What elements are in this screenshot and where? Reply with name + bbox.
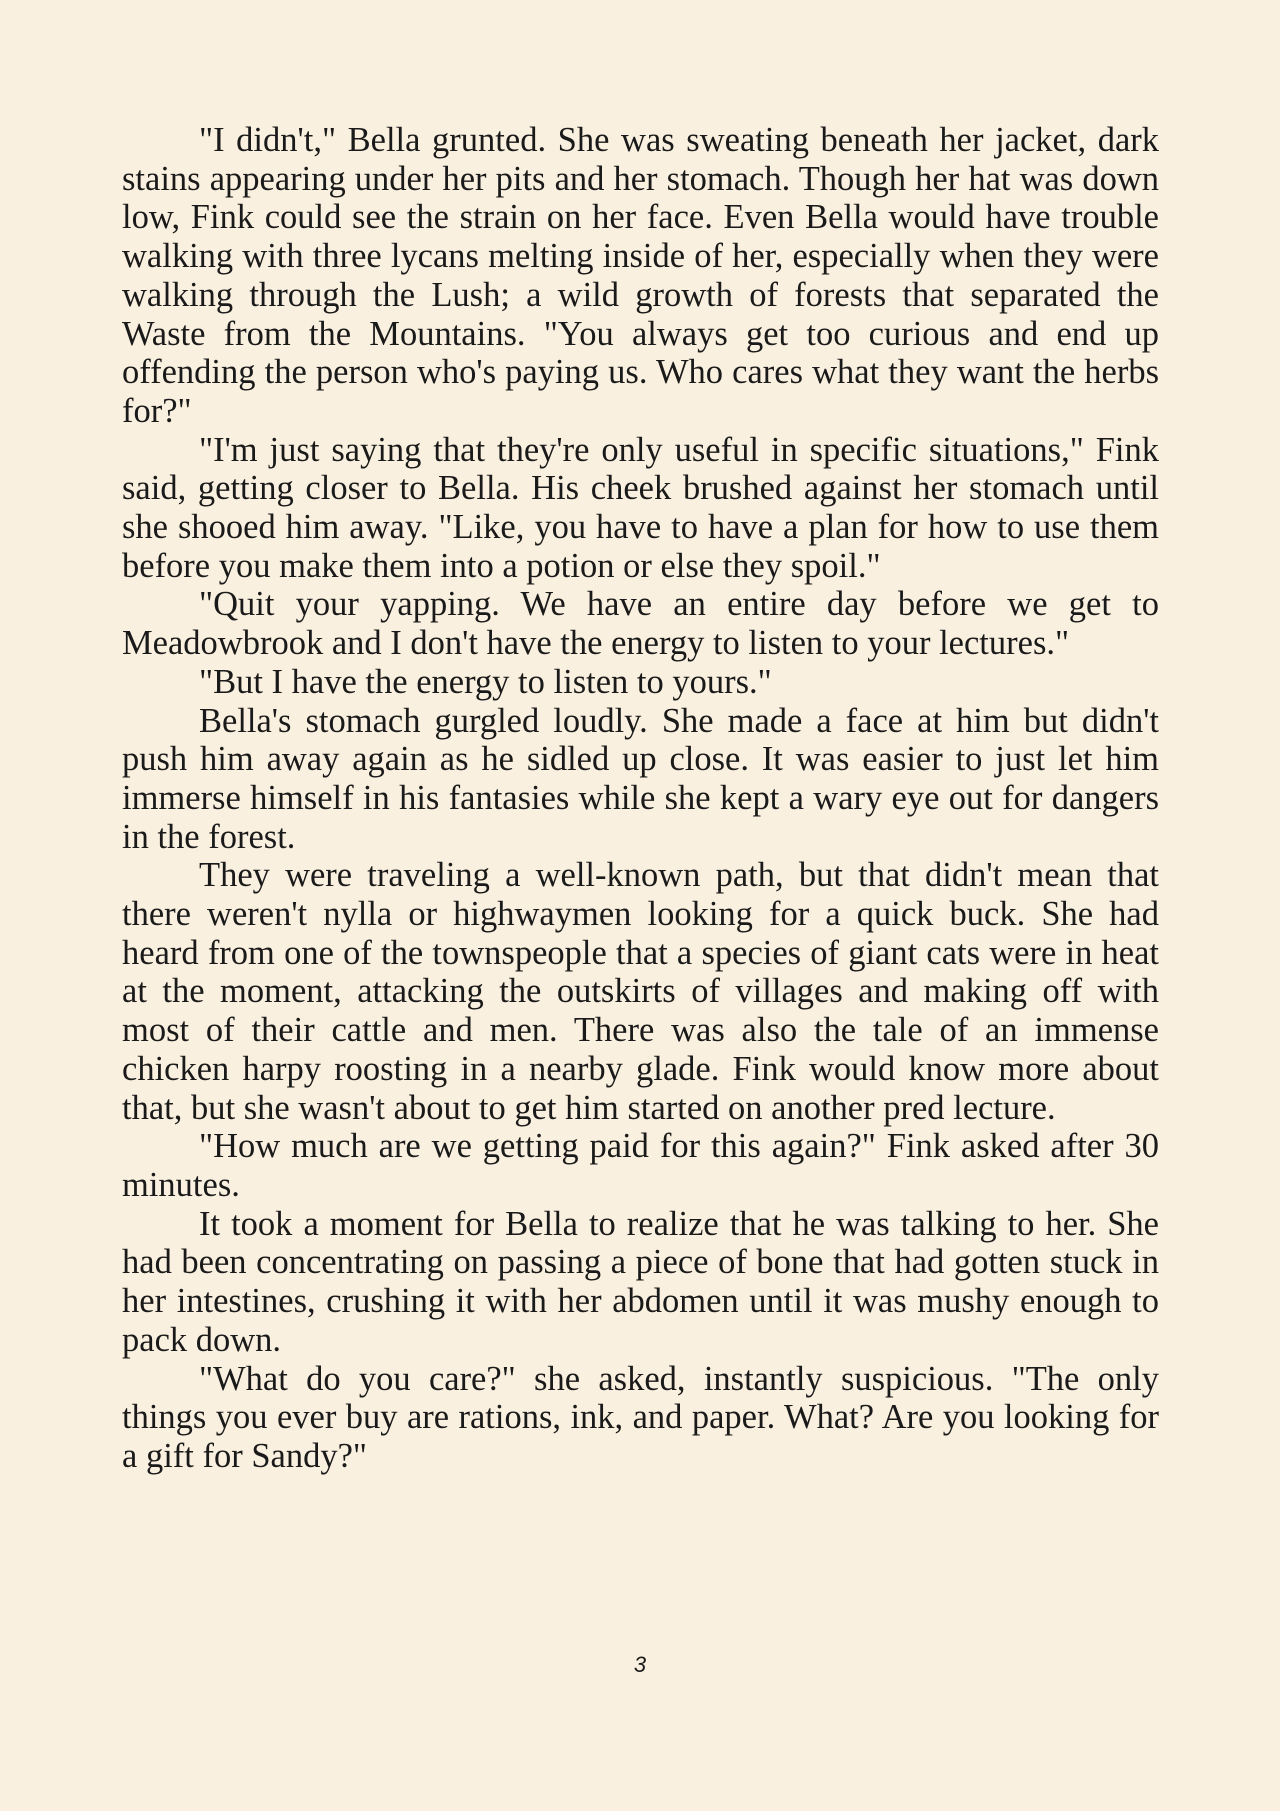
body-text xyxy=(122,121,1159,1476)
paragraph: "How much are we getting paid for this again?" Fink asked after 30 minutes. xyxy=(122,1127,1159,1204)
paragraph: "I didn't," Bella grunted. She was sweating beneath her jacket, dark stains appearing under her pits and her stomach. Though her hat was down low, Fink could see the strain on her face. Even Bella would have trouble walking with three lycans melting inside of her, especially when they were walking through the Lush; a wild growth of forests that separated the Waste from the Mountains. "You always get too curious and end up offending the person who's paying us. Who cares what they want the herbs for?" xyxy=(122,121,1159,430)
paragraph: Bella's stomach gurgled loudly. She made a face at him but didn't push him away again as he sidled up close. It was easier to just let him immerse himself in his fantasies while she kept a wary eye out for dangers in the forest. xyxy=(122,701,1159,856)
paragraph: It took a moment for Bella to realize that he was talking to her. She had been concentrating on passing a piece of bone that had gotten stuck in her intestines, crushing it with her abdomen until it was mushy enough to pack down. xyxy=(122,1204,1159,1359)
paragraph: "Quit your yapping. We have an entire day before we get to Meadowbrook and I don't have the energy to listen to your lectures." xyxy=(122,585,1159,663)
page-number: 3 xyxy=(633,1652,647,1677)
paragraph: "I'm just saying that they're only useful in specific situations," Fink said, getting closer to Bella. His cheek brushed against her stomach until she shooed him away. "Like, you have to have a plan for how to use them before you make them into a potion or else they spoil." xyxy=(122,430,1159,585)
paragraph: "But I have the energy to listen to yours." xyxy=(199,662,772,701)
paragraph: They were traveling a well-known path, but that didn't mean that there weren't nylla or highwaymen looking for a quick buck. She had heard from one of the townspeople that a species of giant cats were in heat at the moment, attacking the outskirts of villages and making off with most of their cattle and men. There was also the tale of an immense chicken harpy roosting in a nearby glade. Fink would know more about that, but she wasn't about to get him started on another pred lecture. xyxy=(122,856,1159,1127)
paragraph: "What do you care?" she asked, instantly suspicious. "The only things you ever buy are rations, ink, and paper. What? Are you looking for a gift for Sandy?" xyxy=(122,1359,1159,1475)
